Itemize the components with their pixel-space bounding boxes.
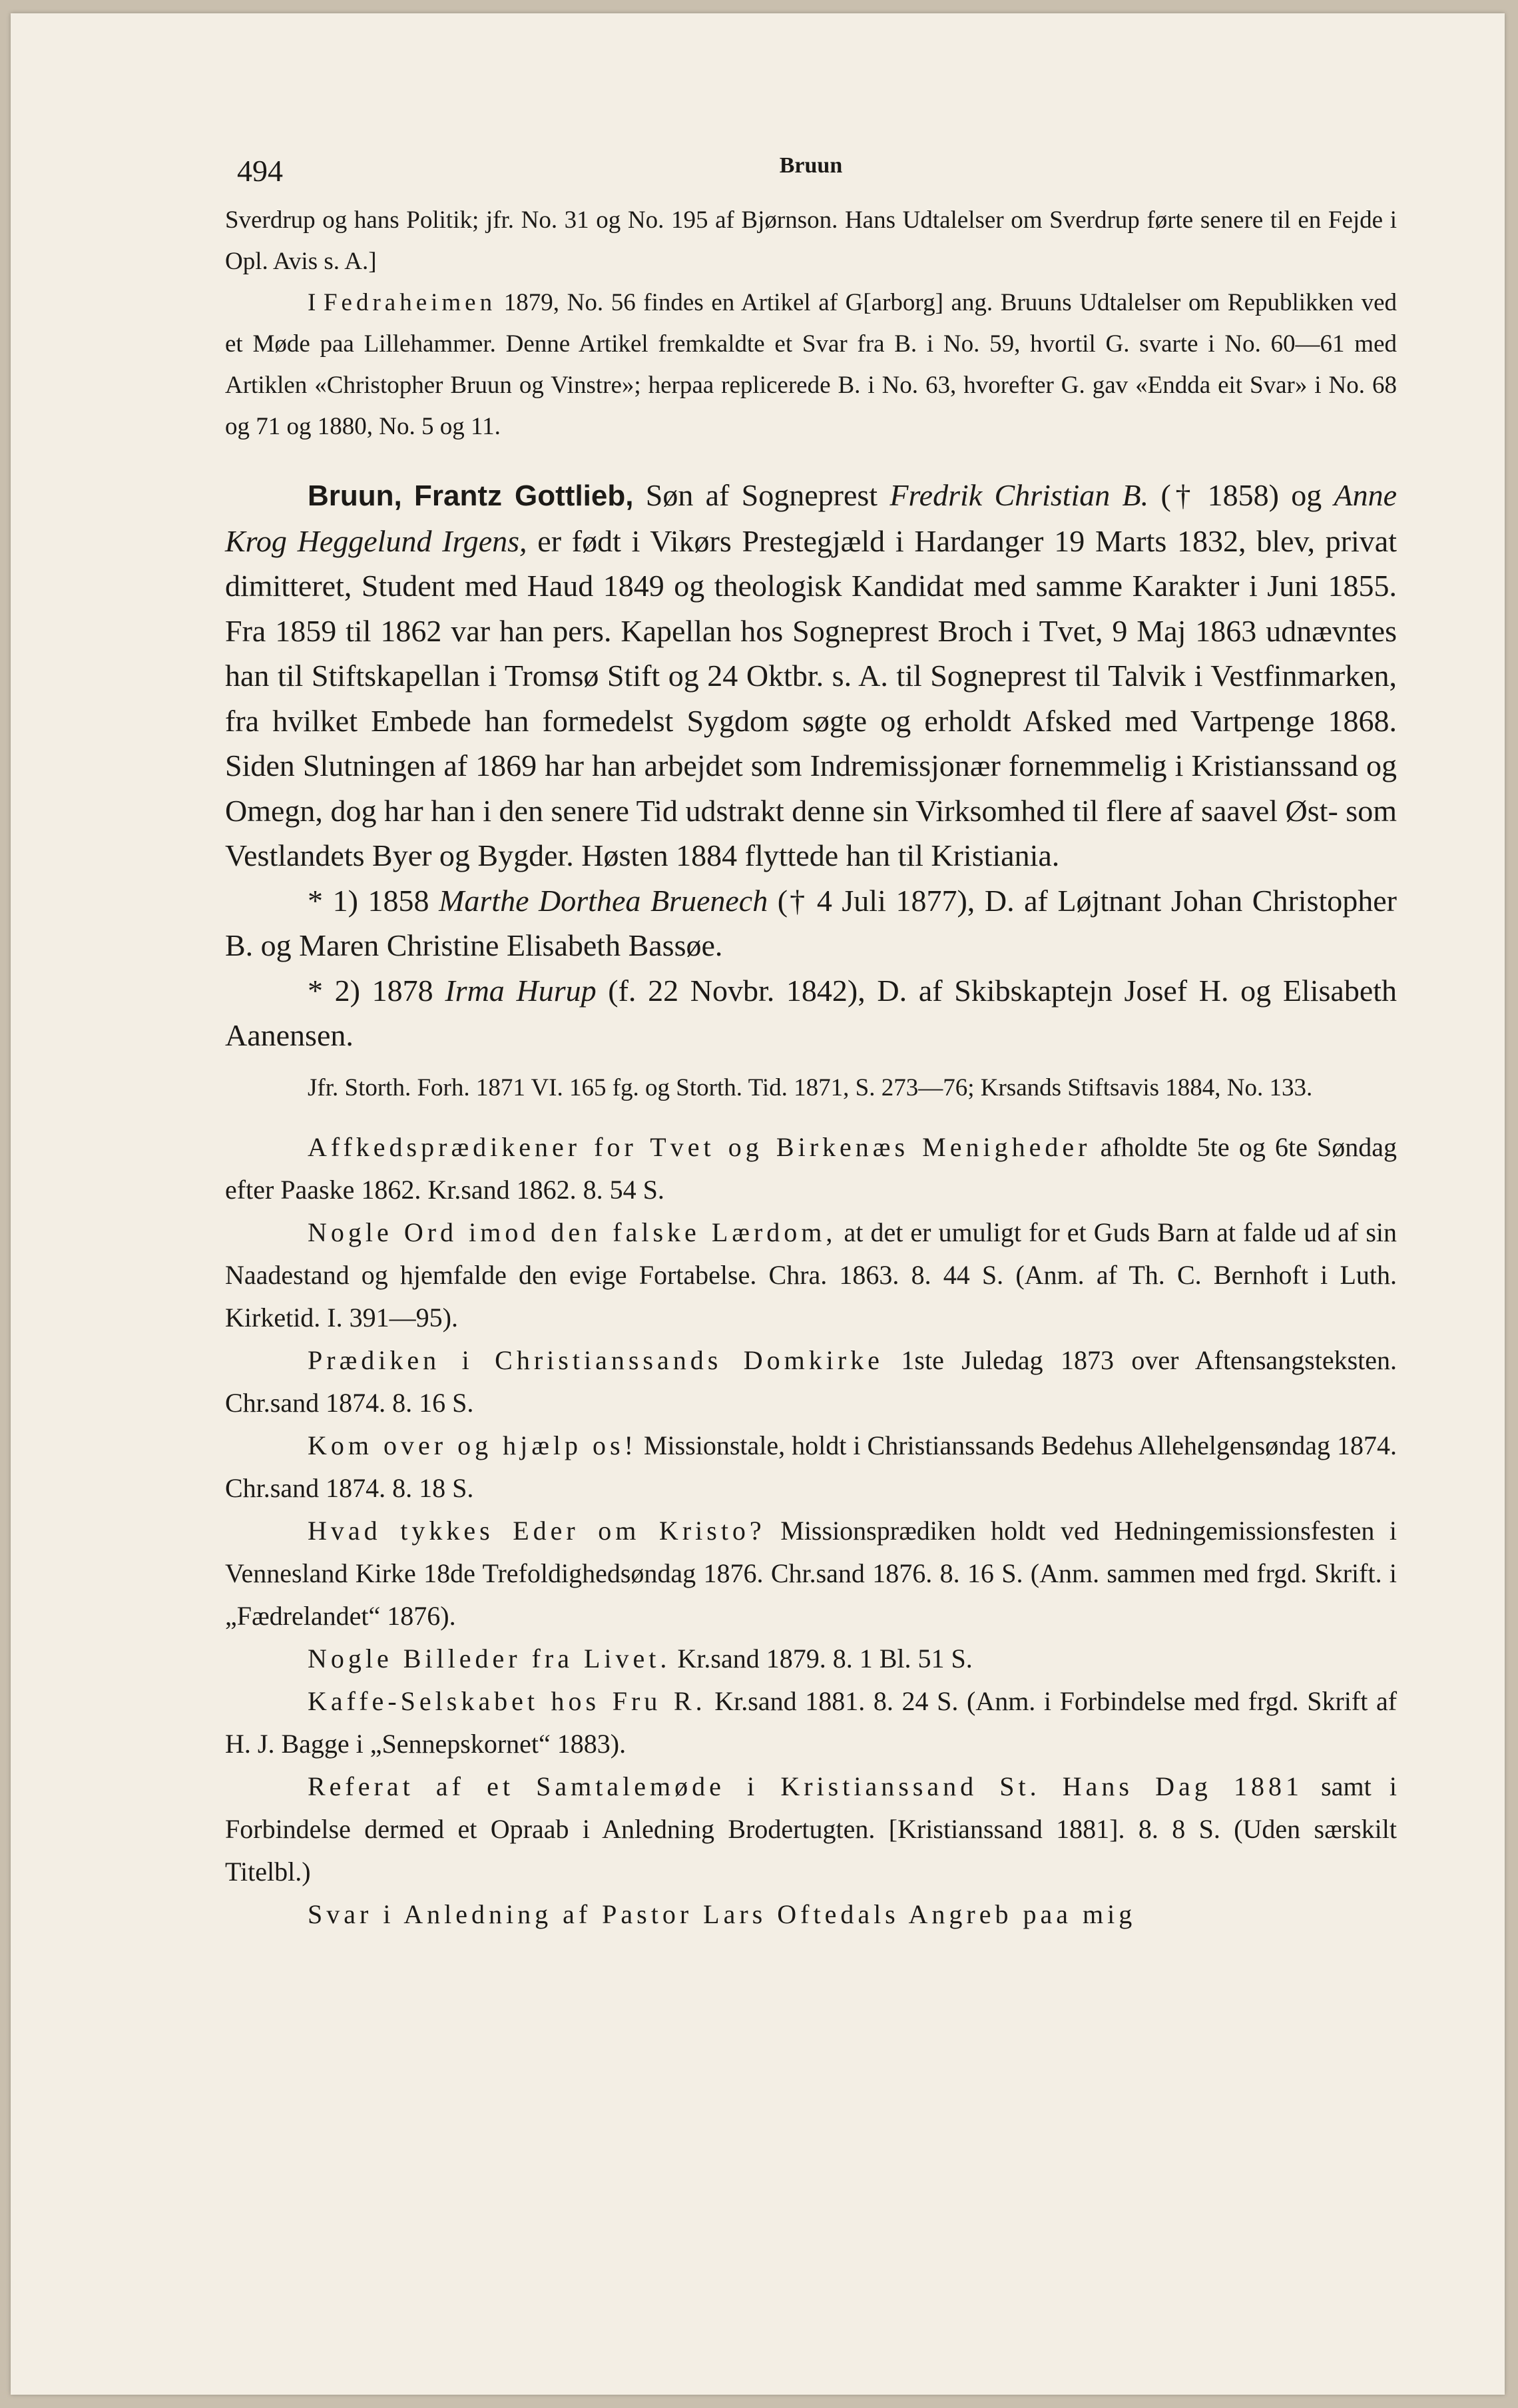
biography-paragraph <box>225 473 1397 878</box>
book-page <box>11 13 1505 2395</box>
work-details: Kr.sand 1879. 8. 1 Bl. 51 S. <box>677 1643 973 1673</box>
work-details: 1ste Juledag 1873 over Aftensangsteksten. Chr.sand 1874. 8. 16 S. <box>225 1345 1397 1418</box>
fedraheimen-title: Fedraheimen <box>323 289 497 316</box>
work-title: Hvad tykkes Eder om Kristo? <box>308 1515 766 1546</box>
work-details: samt i Forbindelse dermed et Opraab i Anledning Brodertugten. [Kristianssand 1881]. 8. 8 S. (Uden særskilt Titelbl.) <box>225 1771 1397 1887</box>
marriage-2 <box>225 968 1397 1058</box>
fedraheimen-prefix: I <box>308 289 316 316</box>
work-title: Nogle Billeder fra Livet. <box>308 1643 671 1673</box>
father-name: Fredrik Christian B. <box>889 478 1149 512</box>
work-title: Kaffe-Selskabet hos Fru R. <box>308 1685 706 1716</box>
bio-text-1: Søn af Sogneprest <box>645 478 878 512</box>
intro-continuation: Udtalelser om Republikken ved et Møde paa Lillehammer. Denne Artikel fremkaldte et Svar fra B. i No. 59, hvortil G. svarte i No. 60—61 med Artiklen «Christopher Bruun og Vinstre»; herpaa replicerede B. i No. 63, hvorefter G. gav «Endda eit Svar» i No. 68 og 71 og 1880, No. 5 og 11. <box>225 289 1397 440</box>
entry-given-names: Frantz Gottlieb, <box>414 479 634 512</box>
work-title: Affkedsprædikener for Tvet og Birkenæs Menigheder <box>308 1131 1091 1162</box>
bio-text-2: († 1858) og <box>1160 478 1322 512</box>
marriage-1-text: († 4 Juli 1877), D. af Løjtnant Johan Christopher B. og Maren Christine Elisabeth Bassøe. <box>225 883 1397 962</box>
page-number: 494 <box>237 154 283 188</box>
references: Jfr. Storth. Forh. 1871 VI. 165 fg. og Storth. Tid. 1871, S. 273—76; Krsands Stiftsavis 1884, No. 133. <box>308 1073 1313 1101</box>
marriage-1-date: * 1) 1858 <box>308 883 429 918</box>
fedraheimen-text: 1879, No. 56 findes en Artikel af G[arborg] ang. Bruuns <box>503 289 1072 316</box>
mother-name: Anne Krog Heggelund Irgens, <box>225 478 1397 558</box>
work-item <box>225 1424 1397 1510</box>
work-item <box>225 1680 1397 1765</box>
work-title: Prædiken i Christianssands Domkirke <box>308 1345 884 1375</box>
work-details: Kr.sand 1881. 8. 24 S. (Anm. i Forbindelse med frgd. Skrift af H. J. Bagge i „Sennepskornet“ 1883). <box>225 1685 1397 1759</box>
work-title: Kom over og hjælp os! <box>308 1430 637 1460</box>
intro-paragraph: Sverdrup og hans Politik; jfr. No. 31 og No. 195 af Bjørnson. Hans Udtalelser om Sverdrup førte senere til en Fejde i Opl. Avis s. A.] <box>225 206 1397 275</box>
work-item <box>225 1893 1397 1936</box>
fedraheimen-paragraph <box>225 282 1397 448</box>
page-header <box>225 147 1397 200</box>
spouse-1-name: Marthe Dorthea Bruenech <box>439 883 768 918</box>
bio-text-3: er født i Vikørs Prestegjæld i Hardanger 19 Marts 1832, blev, privat dimitteret, Student med Haud 1849 og theologisk Kandidat med samme Karakter i Juni 1855. Fra 1859 til 1862 var han pers. Kapellan hos Sogneprest Broch i Tvet, 9 Maj 1863 udnævntes han til Stiftskapellan i Tromsø Stift og 24 Oktbr. s. A. til Sogneprest til Talvik i Vestfinmarken, fra hvilket Embede han formedelst Sygdom søgte og erholdt Afsked med Vartpenge 1868. Siden Slutningen af 1869 har han arbejdet som Indremissjonær fornemmelig i Kristianssand og Omegn, dog har han i den senere Tid udstrakt denne sin Virksomhed til flere af saavel Øst- som Vestlandets Byer og Bygder. Høsten 1884 flyttede han til Kristiania. <box>225 523 1397 872</box>
work-details: at det er umuligt for et Guds Barn at falde ud af sin Naadestand og hjemfalde den evige Fortabelse. Chra. 1863. 8. 44 S. (Anm. af Th. C. Bernhoft i Luth. Kirketid. I. 391—95). <box>225 1217 1397 1333</box>
work-item <box>225 1765 1397 1893</box>
work-item <box>225 1510 1397 1638</box>
work-title: Nogle Ord imod den falske Lærdom, <box>308 1217 837 1247</box>
work-item <box>225 1339 1397 1424</box>
entry-surname: Bruun, <box>308 479 402 512</box>
marriage-2-date: * 2) 1878 <box>308 973 433 1008</box>
works-list <box>225 1126 1397 1936</box>
work-details: Missionsprædiken holdt ved Hedningemissionsfesten i Vennesland Kirke 18de Trefoldighedsøndag 1876. Chr.sand 1876. 8. 16 S. (Anm. sammen med frgd. Skrift. i „Fædrelandet“ 1876). <box>225 1515 1397 1631</box>
running-head: Bruun <box>779 153 843 178</box>
page-content <box>225 147 1397 1936</box>
work-details: afholdte 5te og 6te Søndag efter Paaske 1862. Kr.sand 1862. 8. 54 S. <box>225 1131 1397 1205</box>
work-item <box>225 1211 1397 1339</box>
work-item <box>225 1638 1397 1680</box>
marriage-1 <box>225 878 1397 968</box>
spouse-2-name: Irma Hurup <box>445 973 597 1008</box>
marriage-2-text: (f. 22 Novbr. 1842), D. af Skibskaptejn Josef H. og Elisabeth Aanensen. <box>225 973 1397 1052</box>
work-title: Referat af et Samtalemøde i Kristianssand St. Hans Dag 1881 <box>308 1771 1303 1801</box>
work-details: Missionstale, holdt i Christianssands Bedehus Allehelgensøndag 1874. Chr.sand 1874. 8. 18 S. <box>225 1430 1397 1503</box>
work-item <box>225 1126 1397 1211</box>
work-title: Svar i Anledning af Pastor Lars Oftedals Angreb paa mig <box>308 1899 1137 1929</box>
